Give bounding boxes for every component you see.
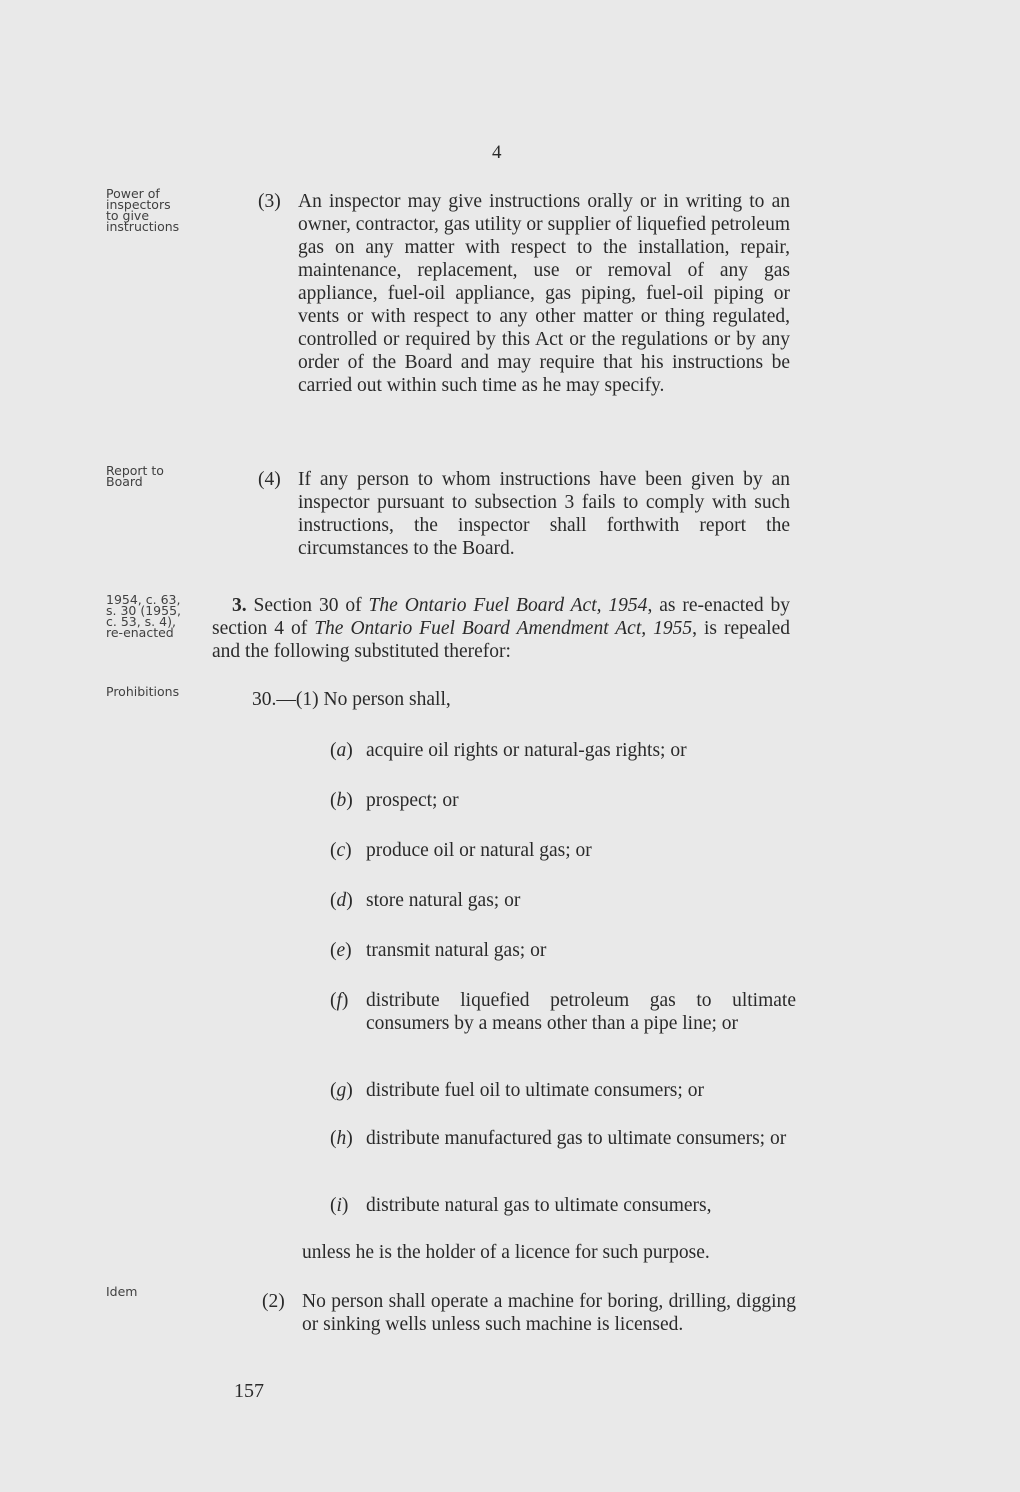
section-number: 3. xyxy=(232,595,247,616)
act-title: The Ontario Fuel Board Amendment Act, 1955 xyxy=(314,618,693,639)
licence-proviso: unless he is the holder of a licence for such purpose. xyxy=(302,1242,710,1263)
subsection-3 xyxy=(258,190,790,397)
page-number: 4 xyxy=(492,142,502,163)
clause-a: (a) acquire oil rights or natural-gas rights; or xyxy=(330,740,687,761)
subsection-text: No person shall operate a machine for boring, drilling, digging or sinking wells unless such machine is licensed. xyxy=(302,1291,796,1335)
margin-note-power-of-inspectors: Power of inspectors to give instructions xyxy=(106,186,180,234)
clause-i: (i) distribute natural gas to ultimate consumers, xyxy=(330,1195,712,1216)
subsection-2 xyxy=(262,1290,796,1336)
clause-d: (d) store natural gas; or xyxy=(330,890,521,911)
act-title: The Ontario Fuel Board Act, 1954 xyxy=(368,595,648,616)
subsection-4 xyxy=(258,468,790,560)
section-3-amendment: 3. Section 30 of The Ontario Fuel Board Act, 1954, as re-enacted by section 4 of The Ontario Fuel Board Amendment Act, 1955, is repealed and the following substituted therefor: xyxy=(212,595,790,662)
folio-number: 157 xyxy=(234,1380,264,1402)
margin-note-idem: Idem xyxy=(106,1284,138,1299)
subsection-label: (4) xyxy=(258,469,281,490)
clause-e: (e) transmit natural gas; or xyxy=(330,940,547,961)
subsection-text: An inspector may give instructions orally or in writing to an owner, contractor, gas utility or supplier of liquefied petroleum gas on any matter with respect to the installation, repair, maintenance, replacement, use or removal of any gas appliance, fuel-oil appliance, gas piping, fuel-oil piping or vents or with respect to any other matter or thing regulated, controlled or required by this Act or the regulations or by any order of the Board and may require that his instructions be carried out within such time as he may specify. xyxy=(298,191,790,396)
margin-note-citation: 1954, c. 63, s. 30 (1955, c. 53, s. 4), re-enacted xyxy=(106,592,181,640)
subsection-label: (3) xyxy=(258,191,281,212)
clause-c: (c) produce oil or natural gas; or xyxy=(330,840,592,861)
clause-b: (b) prospect; or xyxy=(330,790,459,811)
margin-note-report-to-board: Report to Board xyxy=(106,463,164,489)
clause-h: (h) distribute manufactured gas to ultimate consumers; or xyxy=(330,1128,787,1149)
clause-g: (g) distribute fuel oil to ultimate consumers; or xyxy=(330,1080,704,1101)
subsection-label: (2) xyxy=(262,1291,285,1312)
subsection-text: If any person to whom instructions have been given by an inspector pursuant to subsection 3 fails to comply with such instructions, the inspector shall forthwith report the circumstances to the Board. xyxy=(298,469,790,559)
section-30-intro: 30.—(1) No person shall, xyxy=(252,689,451,710)
clause-f: (f) distribute liquefied petroleum gas to ultimate consumers by a means other than a pipe line; or xyxy=(330,990,796,1034)
margin-note-prohibitions: Prohibitions xyxy=(106,684,180,699)
